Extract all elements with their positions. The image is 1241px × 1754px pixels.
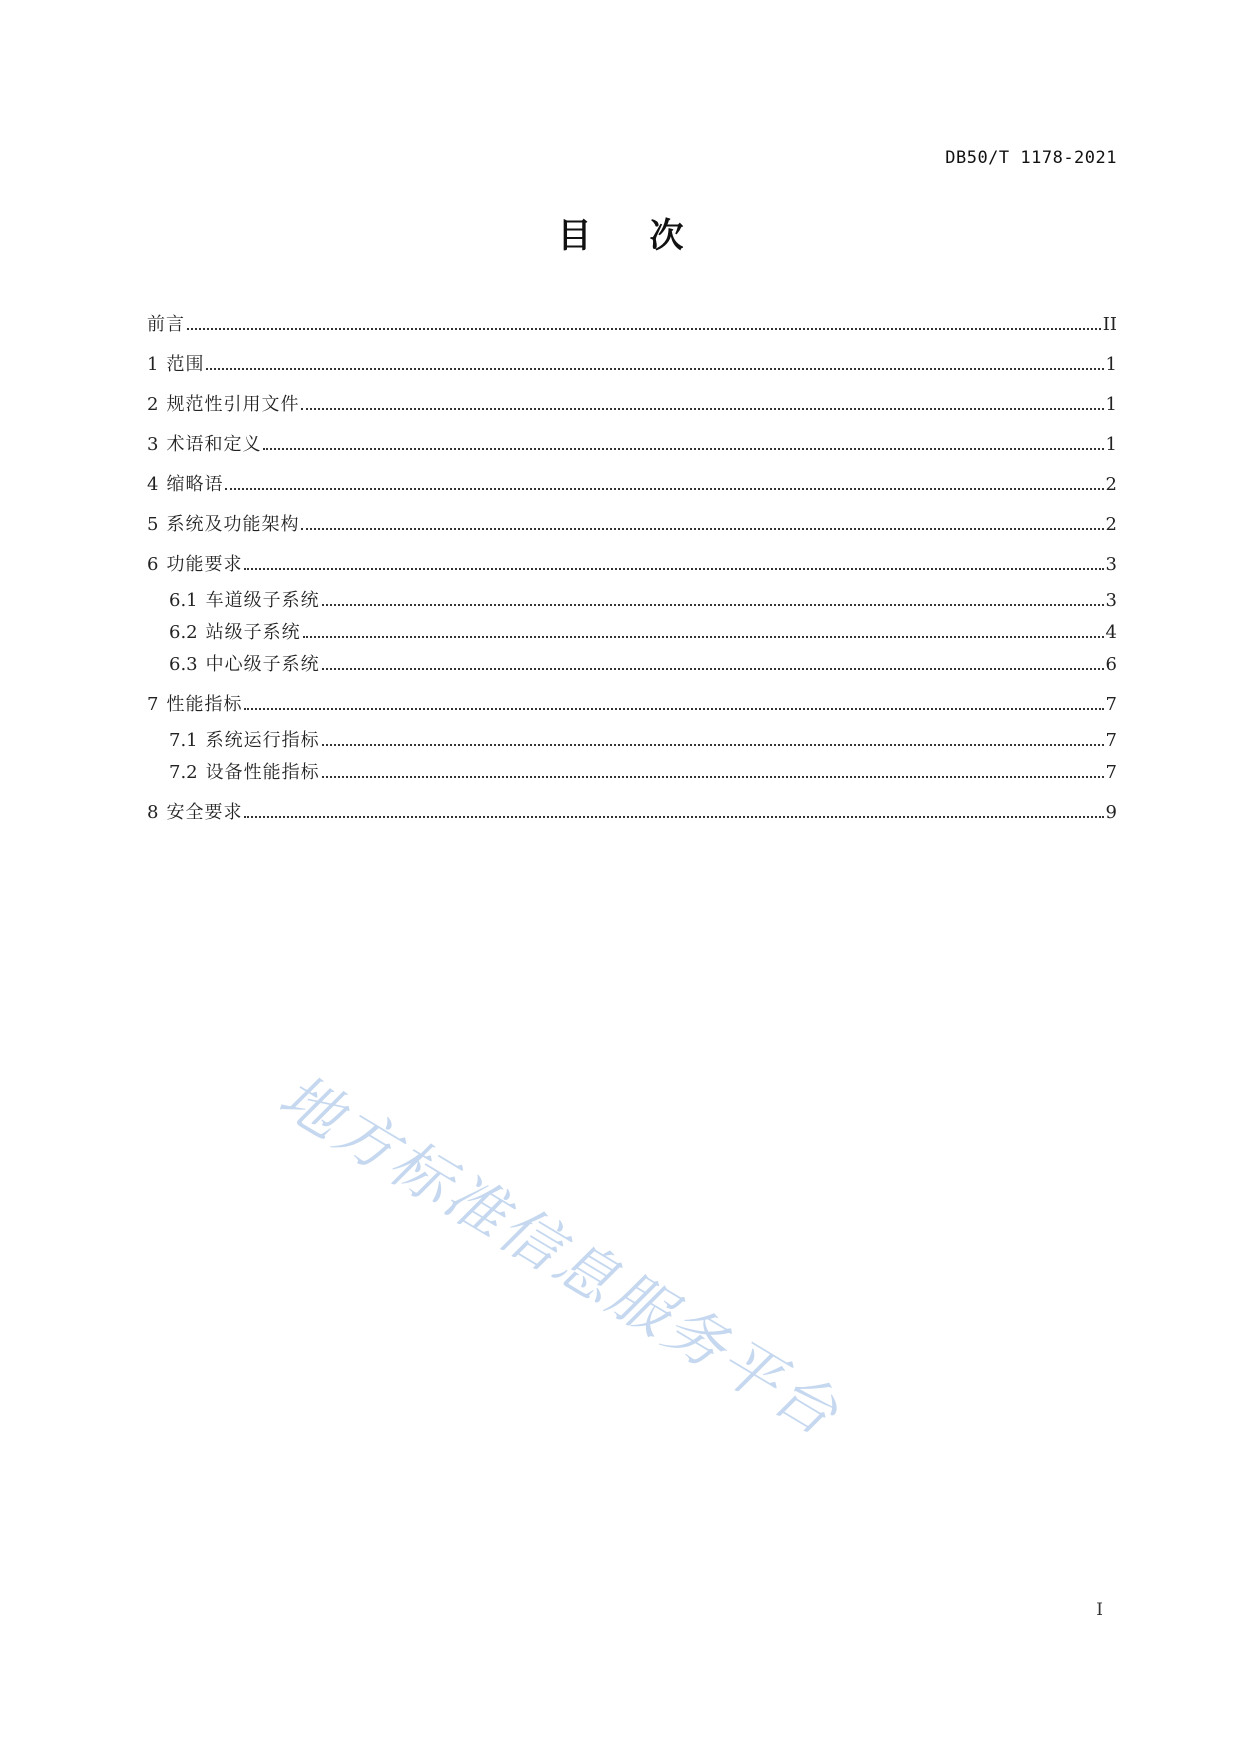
toc-entry-number: 1 bbox=[147, 354, 159, 375]
toc-dot-leader bbox=[322, 604, 1104, 606]
toc-entry[interactable] bbox=[147, 588, 1117, 614]
toc-entry[interactable] bbox=[147, 392, 1117, 418]
toc-entry-page: 1 bbox=[1105, 354, 1117, 375]
toc-entry[interactable] bbox=[147, 552, 1117, 578]
toc-entry-number: 4 bbox=[147, 474, 159, 495]
toc-entry-label: 安全要求 bbox=[166, 802, 243, 823]
toc-entry-number: 3 bbox=[147, 434, 159, 455]
table-of-contents bbox=[147, 312, 1117, 826]
toc-entry-number: 6.3 bbox=[169, 654, 198, 675]
toc-entry[interactable] bbox=[147, 432, 1117, 458]
toc-entry[interactable] bbox=[147, 512, 1117, 538]
toc-entry-label: 缩略语 bbox=[166, 474, 224, 495]
toc-entry-page: 7 bbox=[1105, 762, 1117, 783]
toc-dot-leader bbox=[322, 668, 1104, 670]
toc-entry-label: 范围 bbox=[166, 354, 205, 375]
toc-entry-page: 6 bbox=[1105, 654, 1117, 675]
toc-entry-number: 2 bbox=[147, 394, 159, 415]
toc-entry[interactable] bbox=[147, 800, 1117, 826]
toc-entry-number: 7.1 bbox=[169, 730, 198, 751]
toc-dot-leader bbox=[244, 816, 1103, 818]
toc-entry-page: 7 bbox=[1105, 694, 1117, 715]
toc-dot-leader bbox=[244, 708, 1103, 710]
toc-entry[interactable] bbox=[147, 728, 1117, 754]
toc-dot-leader bbox=[225, 488, 1103, 490]
toc-entry-label: 性能指标 bbox=[166, 694, 243, 715]
toc-entry[interactable] bbox=[147, 652, 1117, 678]
toc-entry[interactable] bbox=[147, 472, 1117, 498]
toc-entry-number: 7 bbox=[147, 694, 159, 715]
toc-entry[interactable] bbox=[147, 352, 1117, 378]
toc-entry-label: 车道级子系统 bbox=[205, 590, 320, 611]
toc-entry[interactable] bbox=[147, 312, 1117, 338]
toc-entry-page: 1 bbox=[1105, 434, 1117, 455]
toc-entry-number: 8 bbox=[147, 802, 159, 823]
toc-entry-number: 6 bbox=[147, 554, 159, 575]
toc-dot-leader bbox=[244, 568, 1103, 570]
toc-entry-page: 9 bbox=[1105, 802, 1117, 823]
page-number: I bbox=[1096, 1600, 1103, 1620]
toc-entry-label: 功能要求 bbox=[166, 554, 243, 575]
toc-entry-number: 7.2 bbox=[169, 762, 198, 783]
toc-entry-label: 中心级子系统 bbox=[205, 654, 320, 675]
watermark: 地方标准信息服务平台 bbox=[267, 1061, 852, 1451]
toc-entry-page: 4 bbox=[1105, 622, 1117, 643]
toc-entry-page: 1 bbox=[1105, 394, 1117, 415]
toc-dot-leader bbox=[322, 744, 1104, 746]
toc-entry-page: 7 bbox=[1105, 730, 1117, 751]
toc-dot-leader bbox=[206, 368, 1103, 370]
toc-entry-label: 系统及功能架构 bbox=[166, 514, 300, 535]
toc-entry-number: 6.1 bbox=[169, 590, 198, 611]
toc-entry-page: II bbox=[1102, 314, 1117, 335]
toc-entry-page: 3 bbox=[1105, 554, 1117, 575]
toc-entry-label: 站级子系统 bbox=[205, 622, 301, 643]
toc-dot-leader bbox=[301, 528, 1103, 530]
toc-entry-label: 规范性引用文件 bbox=[166, 394, 300, 415]
document-code: DB50/T 1178-2021 bbox=[945, 148, 1117, 168]
toc-title: 目次 bbox=[557, 216, 742, 256]
toc-entry-number: 6.2 bbox=[169, 622, 198, 643]
toc-entry[interactable] bbox=[147, 620, 1117, 646]
toc-entry[interactable] bbox=[147, 692, 1117, 718]
toc-entry-page: 2 bbox=[1105, 514, 1117, 535]
toc-entry-label: 设备性能指标 bbox=[205, 762, 320, 783]
toc-dot-leader bbox=[301, 408, 1103, 410]
toc-entry-label: 系统运行指标 bbox=[205, 730, 320, 751]
toc-entry-number: 5 bbox=[147, 514, 159, 535]
toc-entry-label: 术语和定义 bbox=[166, 434, 262, 455]
toc-dot-leader bbox=[322, 776, 1104, 778]
toc-entry-label: 前言 bbox=[147, 314, 185, 335]
toc-dot-leader bbox=[303, 636, 1104, 638]
toc-entry-page: 3 bbox=[1105, 590, 1117, 611]
toc-entry[interactable] bbox=[147, 760, 1117, 786]
toc-dot-leader bbox=[187, 328, 1101, 330]
toc-entry-page: 2 bbox=[1105, 474, 1117, 495]
toc-dot-leader bbox=[263, 448, 1103, 450]
